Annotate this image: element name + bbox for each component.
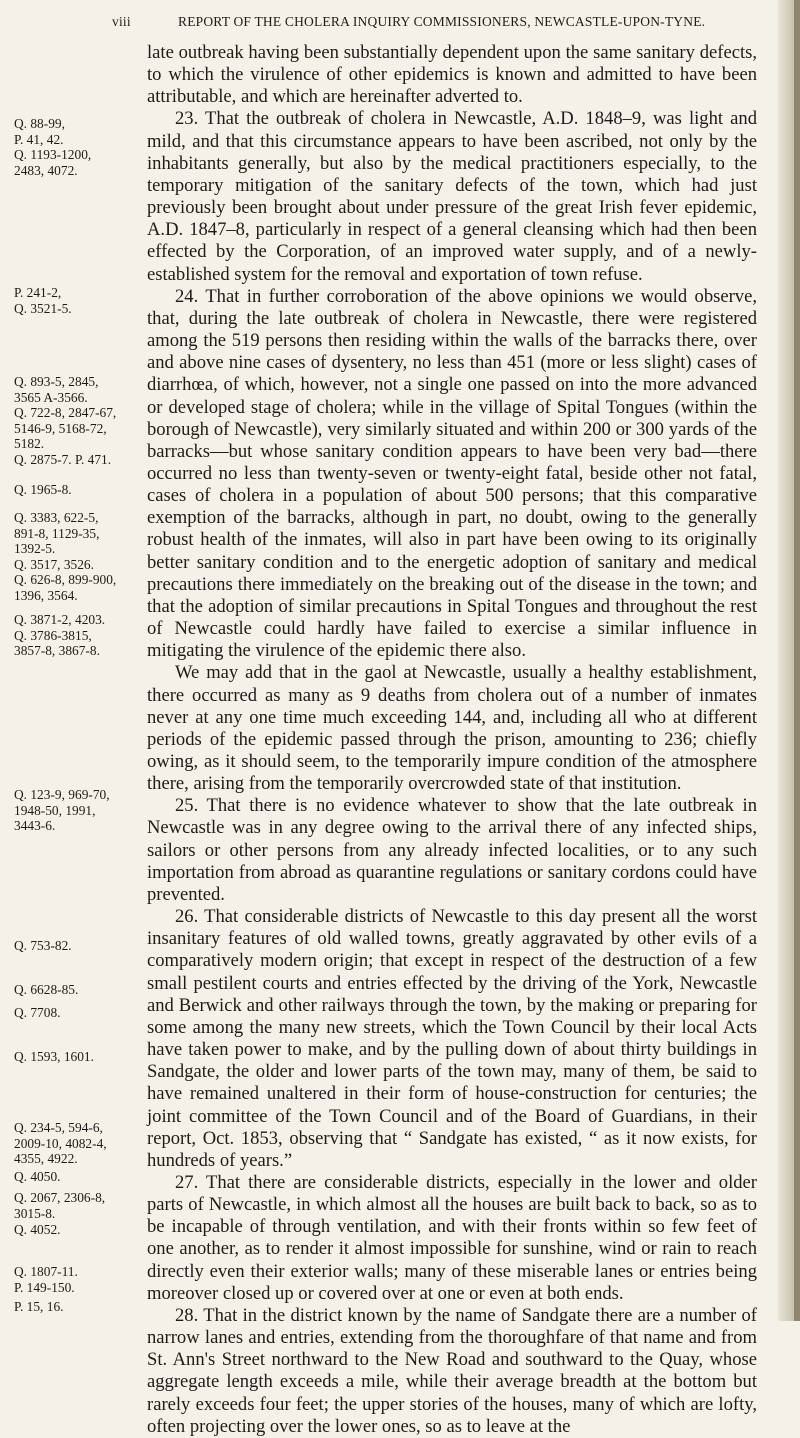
sidenote-line: 2009-10, 4082-4, (14, 1135, 107, 1151)
body-text (147, 42, 757, 1438)
sidenote-24b (14, 374, 142, 467)
sidenote-line: Q. 7708. (14, 1005, 61, 1020)
page-number: viii (112, 14, 131, 29)
sidenote-line: Q. 3521-5. (14, 300, 72, 316)
sidenote-line: Q. 3517, 3526. (14, 556, 94, 572)
sidenote-25 (14, 787, 142, 834)
paragraph-27: 27. That there are considerable districts, especially in the lower and older parts of Newcastle, in which almost all the houses are built back to back, so as to be incapable of through ventilation, and with their fronts within so few feet of one another, as to render it almost impossible for sunshine, wind or rain to reach directly even their exterior walls; many of these miserable lanes or entries being moreover closed up or covered over at one or even at both ends. (147, 1171, 757, 1304)
sidenote-line: 891-8, 1129-35, (14, 525, 100, 541)
sidenote-line: P. 41, 42. (14, 131, 64, 147)
sidenote-line: 5182. (14, 436, 45, 451)
sidenote-line: P. 149-150. (14, 1279, 75, 1295)
sidenote-26a (14, 938, 142, 954)
sidenote-line: Q. 6628-85. (14, 982, 79, 997)
sidenote-line: Q. 2067, 2306-8, (14, 1190, 106, 1205)
sidenote-26b (14, 982, 142, 998)
sidenote-line: Q. 626-8, 899-900, (14, 572, 117, 587)
sidenote-line: 3443-6. (14, 818, 56, 833)
sidenote-line: 4355, 4922. (14, 1151, 78, 1166)
sidenote-line: Q. 4050. (14, 1169, 61, 1184)
page-edge-dark (794, 0, 800, 1321)
paragraph-25: 25. That there is no evidence whatever to show that the late outbreak in Newcastle was in any degree owing to the arrival there of any infected ships, sailors or other persons from any already infected localities, or to any such importation from abroad as quarantine regulations or sanitary cordons could have prevented. (147, 795, 757, 905)
sidenote-line: P. 241-2, (14, 285, 62, 300)
sidenote-27c (14, 1190, 142, 1221)
sidenote-line: 1948-50, 1991, (14, 802, 96, 818)
paragraph-24-gaol: We may add that in the gaol at Newcastle, usually a healthy establishment, there occurred as many as 9 deaths from cholera out of a number of inmates never at any one time much exceeding 144, and, including all who at different periods of the epidemic passed through the prison, amounting to 236; chiefly owing, as it should seem, to the temporarily impure condition of the atmosphere there, arising from the temporarily overcrowded state of that institution. (147, 662, 757, 795)
running-title: REPORT OF THE CHOLERA INQUIRY COMMISSIONERS, NEWCASTLE-UPON-TYNE. (178, 14, 706, 29)
sidenote-line: 3857-8, 3867-8. (14, 643, 100, 658)
sidenote-24d (14, 510, 142, 603)
sidenote-line: 2483, 4072. (14, 162, 78, 178)
sidenote-line: Q. 88-99, (14, 116, 65, 131)
sidenote-line: 1396, 3564. (14, 587, 78, 603)
sidenote-line: Q. 1593, 1601. (14, 1049, 94, 1064)
sidenote-line: Q. 2875-7. P. 471. (14, 451, 112, 467)
sidenote-line: Q. 1193-1200, (14, 147, 92, 162)
sidenote-26c (14, 1005, 142, 1021)
paragraph-24: 24. That in further corroboration of the above opinions we would observe, that, during the late outbreak of cholera in Newcastle, there were registered among the 519 persons then residing within the walls of the barracks there, over and above nine cases of dysentery, no less than 451 (more or less slight) cases of diarrhœa, of which, however, not a single one passed on into the more advanced or developed stage of cholera; while in the village of Spital Tongues (within the borough of Newcastle), very similarly situated and within 200 or 300 yards of the barracks—but whose sanitary condition appears to have been very bad—there occurred no less than twenty-seven or twenty-eight fatal, beside other not fatal, cases of cholera in a population of about 500 persons; that this comparative exemption of the barracks, although in part, no doubt, owing to the generally robust health of the inmates, will also in part have been owing to its originally better sanitary condition and to the energetic adoption of sanitary and medical precautions there immediately on the breaking out of the disease in the town; and that the adoption of similar precautions in Spital Tongues and throughout the rest of Newcastle could hardly have failed to exercise a similar influence in mitigating the virulence of the epidemic there also. (147, 285, 757, 662)
sidenote-line: Q. 753-82. (14, 938, 72, 953)
sidenote-line: Q. 3786-3815, (14, 627, 92, 643)
sidenote-23 (14, 116, 142, 178)
sidenote-28b (14, 1299, 142, 1315)
paragraph-continuation: late outbreak having been substantially dependent upon the same sanitary defects, to which the virulence of other epidemics is known and admitted to have been attributable, and which are hereinafter adverted to. (147, 42, 757, 108)
sidenote-28a (14, 1264, 142, 1295)
sidenote-line: Q. 123-9, 969-70, (14, 787, 110, 802)
sidenote-24c (14, 482, 142, 498)
sidenote-27b (14, 1169, 142, 1185)
paragraph-23: 23. That the outbreak of cholera in Newcastle, A.D. 1848–9, was light and mild, and that this circumstance appears to have been ascribed, not only by the inhabitants generally, but also by the medical practitioners especially, to the temporary mitigation of the sanitary defects of the town, which had just previously been brought about under pressure of the great Irish fever epidemic, A.D. 1847–8, particularly in respect of a general cleansing which had then been effected by the Corporation, of an improved water supply, and of a newly-established system for the removal and exportation of town refuse. (147, 108, 757, 285)
sidenote-line: Q. 722-8, 2847-67, (14, 405, 117, 420)
sidenote-26d (14, 1049, 142, 1065)
sidenote-line: Q. 1807-11. (14, 1264, 78, 1279)
sidenote-24a (14, 285, 142, 316)
sidenote-27a (14, 1120, 142, 1167)
running-header (112, 14, 752, 30)
sidenote-line: P. 15, 16. (14, 1299, 64, 1314)
sidenote-line: 3565 A-3566. (14, 389, 88, 405)
sidenote-line: Q. 893-5, 2845, (14, 374, 99, 389)
sidenote-line: Q. 3383, 622-5, (14, 510, 99, 525)
sidenote-line: Q. 1965-8. (14, 482, 72, 497)
sidenote-line: Q. 4052. (14, 1222, 61, 1237)
sidenote-27d (14, 1222, 142, 1238)
sidenote-line: 1392-5. (14, 541, 56, 556)
paragraph-26: 26. That considerable districts of Newcastle to this day present all the worst insanitary features of old walled towns, greatly aggravated by other evils of a comparatively modern origin; that except in respect of the destruction of a few small pestilent courts and entries effected by the driving of the York, Newcastle and Berwick and other railways through the town, by the making or preparing for some among the many new streets, which the Town Council by their local Acts have taken power to make, and by the pulling down of about thirty buildings in Sandgate, the older and lower parts of the town may, many of them, be said to have remained unaltered in their form of house-construction for centuries; the joint committee of the Town Council and of the Board of Guardians, in their report, Oct. 1853, observing that “ Sandgate has existed, “ as it now exists, for hundreds of years.” (147, 906, 757, 1171)
sidenote-line: Q. 3871-2, 4203. (14, 612, 106, 627)
sidenote-line: Q. 234-5, 594-6, (14, 1120, 103, 1135)
sidenote-line: 3015-8. (14, 1205, 56, 1221)
sidenote-24e (14, 612, 142, 659)
sidenote-line: 5146-9, 5168-72, (14, 420, 107, 436)
paragraph-28: 28. That in the district known by the name of Sandgate there are a number of narrow lanes and entries, extending from the thoroughfare of that name and from St. Ann's Street northward to the New Road and southward to the Quay, whose aggregate length exceeds a mile, while their average breadth at the bottom but rarely exceeds four feet; the upper stories of the houses, many of which are lofty, often projecting over the lower ones, so as to leave at the (147, 1304, 757, 1437)
